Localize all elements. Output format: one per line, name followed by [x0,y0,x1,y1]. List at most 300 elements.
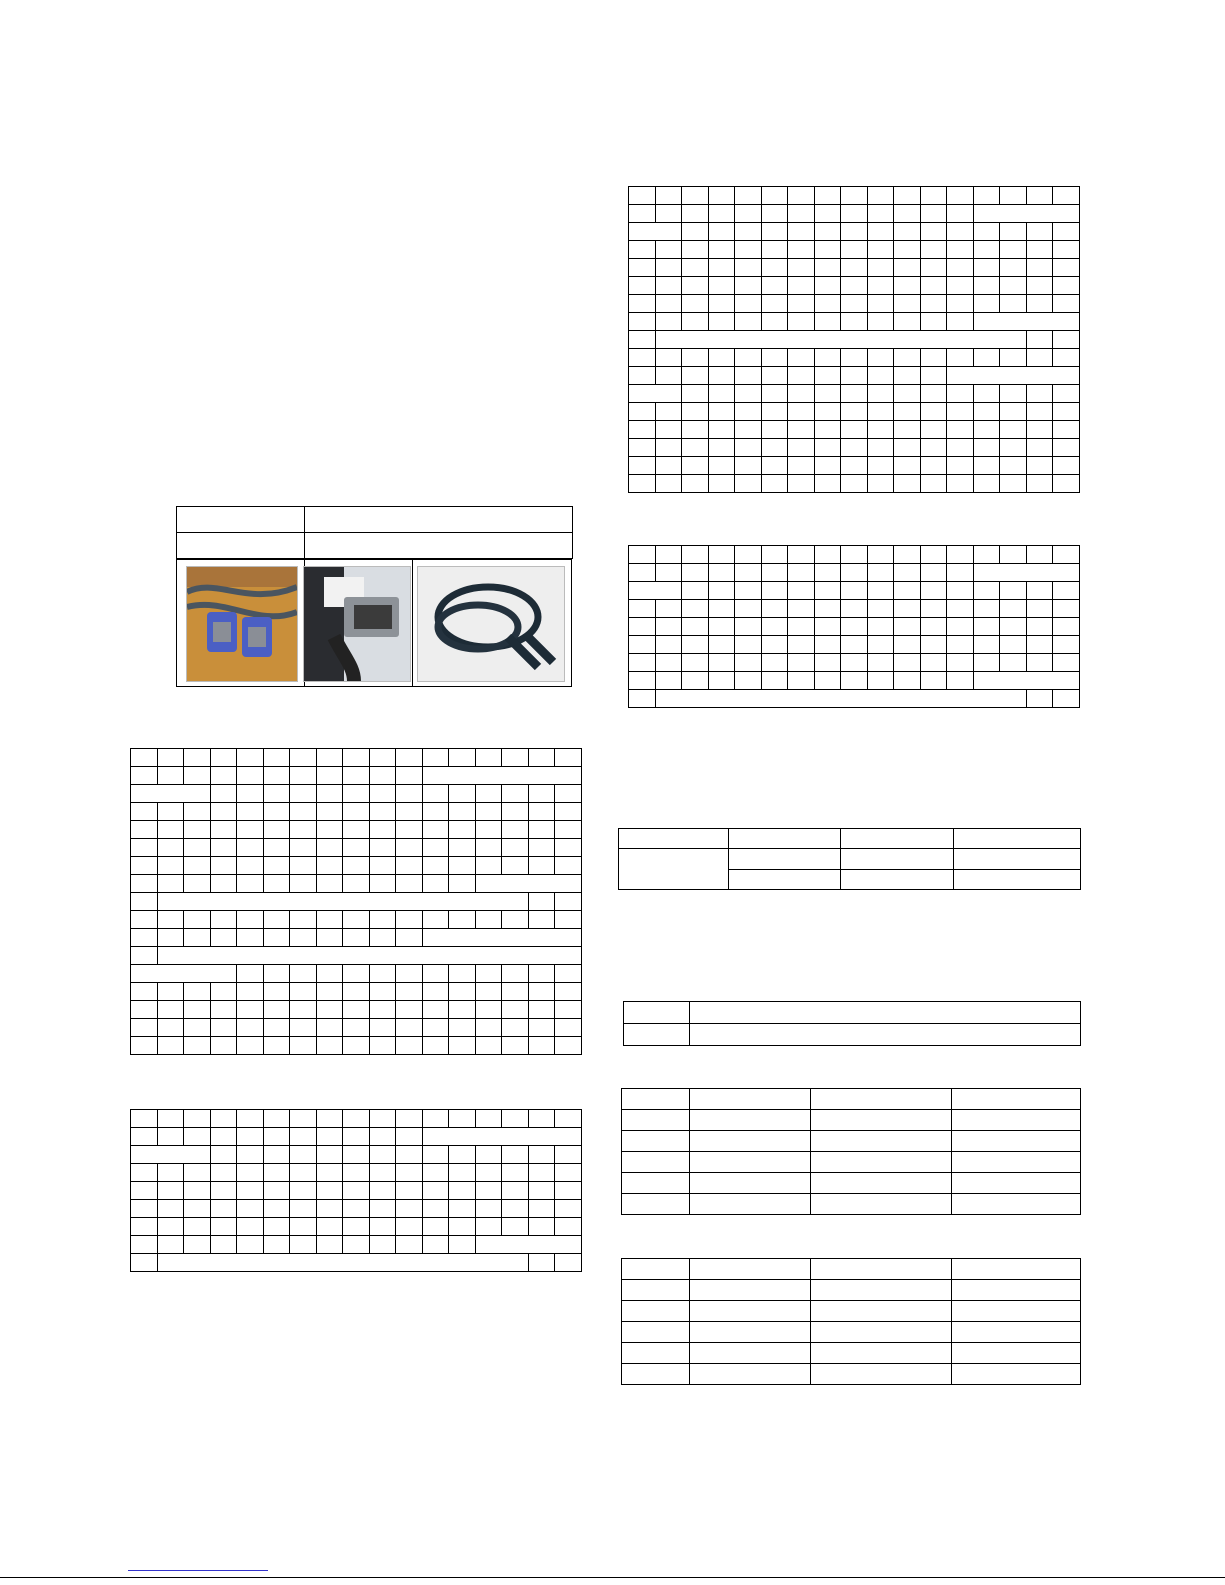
grid-cell [422,1146,449,1164]
grid-cell [920,654,947,672]
grid-cell [290,929,317,947]
grid-cell [237,965,264,983]
grid-cell [290,1146,317,1164]
grid-cell [920,618,947,636]
grid-cell [210,1218,237,1236]
grid-cell [814,403,841,421]
grid-cell [1026,439,1053,457]
footer-link[interactable] [128,1570,268,1571]
grid-cell [841,277,868,295]
grid-cell [947,636,974,654]
grid-cell [1026,259,1053,277]
grid-cell [708,205,735,223]
grid-cell [131,1037,158,1055]
grid-cell [396,749,423,767]
table-cell [690,1152,811,1173]
grid-cell [761,475,788,493]
grid-cell [157,1019,184,1037]
grid-cell [708,313,735,331]
grid-cell [396,1128,423,1146]
grid-cell [210,1110,237,1128]
grid-cell [761,349,788,367]
grid-cell [210,1164,237,1182]
grid-cell [708,564,735,582]
grid-cell [894,295,921,313]
grid-cell [920,277,947,295]
grid-cell [814,241,841,259]
grid-cell [528,749,555,767]
grid-cell [841,439,868,457]
grid-cell [973,241,1000,259]
grid-cell [369,1164,396,1182]
grid-cell [814,421,841,439]
grid-cell [555,1110,582,1128]
table-cell [622,1131,690,1152]
grid-cell [263,749,290,767]
grid-cell [867,187,894,205]
grid-cell [184,1110,211,1128]
grid-cell [316,767,343,785]
grid-cell [316,911,343,929]
grid-cell [343,911,370,929]
grid-cell [841,618,868,636]
grid-cell [947,421,974,439]
grid-cell [210,857,237,875]
grid-cell [528,911,555,929]
grid-cell [682,205,709,223]
grid-cell [894,367,921,385]
grid-cell [184,1001,211,1019]
grid-cell [735,367,762,385]
grid-cell [841,672,868,690]
grid-cell [629,313,656,331]
grid-cell [947,672,974,690]
grid-cell [528,983,555,1001]
grid-cell [422,803,449,821]
grid-cell [708,403,735,421]
table-cell [811,1194,952,1215]
grid-cell [263,821,290,839]
grid-cell [369,1218,396,1236]
grid-cell [396,965,423,983]
grid-cell [237,1146,264,1164]
grid-cell [237,1128,264,1146]
grid-cell [184,1037,211,1055]
grid-cell [814,636,841,654]
grid-cell [894,654,921,672]
grid-cell [1053,331,1080,349]
grid-cell [629,241,656,259]
grid-cell [629,564,656,582]
grid-cell [867,313,894,331]
grid-cell [655,349,682,367]
grid-cell [629,457,656,475]
grid-cell [894,636,921,654]
grid-cell [210,767,237,785]
grid-cell [682,564,709,582]
grid-cell [555,983,582,1001]
grid-cell [1053,223,1080,241]
grid-cell [1026,546,1053,564]
grid-cell [316,875,343,893]
grid-cell [1026,223,1053,241]
grid-cell [502,785,529,803]
table-cell [729,829,841,849]
table-cell [690,1364,811,1385]
grid-cell [369,1200,396,1218]
grid-cell [1053,636,1080,654]
grid-cell [502,749,529,767]
grid-cell [449,1236,476,1254]
grid-cell [655,457,682,475]
grid-cell [973,259,1000,277]
grid-cell [157,1236,184,1254]
grid-cell [708,600,735,618]
table-cell [622,1322,690,1343]
grid-cell [788,259,815,277]
grid-cell [920,259,947,277]
grid-cell [894,564,921,582]
grid-cell [316,1146,343,1164]
table-cell [952,1173,1081,1194]
footer-rule [0,1577,1225,1578]
table-cell [811,1152,952,1173]
grid-cell [708,385,735,403]
grid-cell [814,259,841,277]
grid-cell [788,277,815,295]
grid-cell [1026,241,1053,259]
grid-cell [894,439,921,457]
grid-cell [920,241,947,259]
grid-cell [528,1200,555,1218]
grid-cell [761,421,788,439]
grid-cell [1026,187,1053,205]
grid-cell [157,803,184,821]
grid-cell [369,1019,396,1037]
grid-cell [449,803,476,821]
grid-cell [1053,457,1080,475]
grid-cell [210,1001,237,1019]
grid-cell [814,618,841,636]
grid-cell [841,241,868,259]
grid-cell [528,803,555,821]
grid-cell [396,821,423,839]
grid-cell [131,1164,158,1182]
grid-cell [761,205,788,223]
grid-cell [947,546,974,564]
grid-cell [369,821,396,839]
grid-cell [555,1182,582,1200]
grid-cell [947,259,974,277]
grid-cell [920,672,947,690]
grid-cell [555,821,582,839]
grid-cell [682,385,709,403]
grid-cell [157,1164,184,1182]
grid-cell [920,564,947,582]
grid-cell [555,1254,582,1272]
grid-cell [761,403,788,421]
table-cell [177,533,305,559]
grid-cell [761,313,788,331]
grid-cell [290,1236,317,1254]
grid-cell [555,1037,582,1055]
grid-cell [528,1037,555,1055]
grid-cell [629,618,656,636]
grid-cell [396,1200,423,1218]
grid-cell [841,546,868,564]
grid-cell [184,875,211,893]
grid-cell [708,636,735,654]
table-cell [690,1301,811,1322]
grid-cell [761,654,788,672]
grid-cell [629,331,656,349]
grid-cell [396,875,423,893]
table-cell [952,1280,1081,1301]
grid-cell [157,875,184,893]
grid-cell [708,277,735,295]
table-cell [811,1259,952,1280]
grid-cell [1026,582,1053,600]
grid-cell [210,1037,237,1055]
grid-cell [708,187,735,205]
grid-cell [629,403,656,421]
grid-cell [629,295,656,313]
grid-cell [184,839,211,857]
grid-cell [1053,403,1080,421]
grid-cell [157,1001,184,1019]
grid-cell [735,205,762,223]
grid-cell [422,983,449,1001]
grid-cell [682,277,709,295]
grid-cell [263,1164,290,1182]
grid-cell [655,439,682,457]
grid-cell [528,1019,555,1037]
grid-cell [422,1164,449,1182]
grid-cell [157,821,184,839]
grid-cell [157,893,528,911]
grid-cell [708,259,735,277]
grid-cell [841,475,868,493]
table-cell [952,1364,1081,1385]
grid-cell [814,277,841,295]
grid-cell [708,582,735,600]
grid-cell [788,403,815,421]
grid-cell [210,1146,237,1164]
grid-cell [263,1001,290,1019]
grid-cell [475,1001,502,1019]
grid-cell [1053,259,1080,277]
grid-cell [422,1200,449,1218]
grid-cell [973,475,1000,493]
pin-assignment-grid [628,545,1080,708]
grid-cell [131,1019,158,1037]
grid-cell [788,654,815,672]
grid-cell [157,929,184,947]
grid-cell [290,1218,317,1236]
grid-cell [157,839,184,857]
grid-cell [761,672,788,690]
table-cell [619,849,729,890]
grid-cell [449,785,476,803]
grid-cell [210,983,237,1001]
grid-cell [629,439,656,457]
grid-cell [290,821,317,839]
grid-cell [947,349,974,367]
grid-cell [655,546,682,564]
grid-cell [290,749,317,767]
grid-cell [528,1146,555,1164]
grid-cell [814,654,841,672]
grid-cell [131,947,158,965]
grid-cell [396,1019,423,1037]
grid-cell [502,1037,529,1055]
grid-cell [131,1218,158,1236]
grid-cell [369,803,396,821]
table-cell [954,849,1081,870]
grid-cell [761,457,788,475]
grid-cell [867,672,894,690]
grid-cell [555,749,582,767]
grid-cell [263,857,290,875]
table-cell [952,1131,1081,1152]
spec-table [623,1001,1081,1046]
grid-cell [396,1218,423,1236]
table-cell [729,870,841,890]
grid-cell [629,636,656,654]
grid-cell [735,439,762,457]
grid-cell [237,1110,264,1128]
grid-cell [629,546,656,564]
grid-cell [708,241,735,259]
grid-cell [237,839,264,857]
grid-cell [814,600,841,618]
grid-cell [131,911,158,929]
grid-cell [237,749,264,767]
grid-cell [1026,600,1053,618]
grid-cell [973,546,1000,564]
grid-cell [555,1146,582,1164]
table-cell [622,1343,690,1364]
grid-cell [555,1200,582,1218]
grid-cell [947,654,974,672]
grid-cell [237,1164,264,1182]
table-cell [622,1152,690,1173]
grid-cell [502,1164,529,1182]
table-cell [811,1173,952,1194]
grid-cell [475,857,502,875]
grid-cell [1053,421,1080,439]
grid-cell [1026,457,1053,475]
grid-cell [708,295,735,313]
grid-cell [947,564,974,582]
grid-cell [449,1218,476,1236]
grid-cell [449,857,476,875]
grid-cell [369,983,396,1001]
grid-cell [841,205,868,223]
grid-cell [396,839,423,857]
grid-cell [263,1182,290,1200]
grid-cell [947,295,974,313]
grid-cell [555,857,582,875]
grid-cell [528,893,555,911]
grid-cell [1053,654,1080,672]
grid-cell [157,911,184,929]
table-cell [841,870,954,890]
grid-cell [973,349,1000,367]
grid-cell [290,1164,317,1182]
grid-cell [449,749,476,767]
grid-cell [920,295,947,313]
grid-cell [1053,546,1080,564]
grid-cell [343,1218,370,1236]
grid-cell [263,1236,290,1254]
grid-cell [369,785,396,803]
grid-cell [316,821,343,839]
grid-cell [316,857,343,875]
grid-cell [841,582,868,600]
grid-cell [1053,475,1080,493]
grid-cell [184,1019,211,1037]
grid-cell [369,1128,396,1146]
grid-cell [841,259,868,277]
grid-cell [682,313,709,331]
grid-cell [1053,241,1080,259]
grid-cell [157,857,184,875]
table-cell [690,1194,811,1215]
grid-cell [920,636,947,654]
grid-cell [788,582,815,600]
grid-cell [867,241,894,259]
grid-cell [555,965,582,983]
grid-cell [343,821,370,839]
grid-cell [894,672,921,690]
grid-cell [316,785,343,803]
grid-cell [528,1164,555,1182]
grid-cell [1000,600,1027,618]
grid-cell [867,546,894,564]
table-cell [690,1322,811,1343]
grid-cell [1026,277,1053,295]
grid-cell [761,241,788,259]
grid-cell [629,654,656,672]
table-cell [811,1131,952,1152]
grid-cell [1053,295,1080,313]
grid-cell [422,1182,449,1200]
grid-cell [629,385,682,403]
grid-cell [263,929,290,947]
grid-cell [237,785,264,803]
grid-cell [814,367,841,385]
grid-cell [708,457,735,475]
grid-cell [343,803,370,821]
grid-cell [894,349,921,367]
grid-cell [867,475,894,493]
grid-cell [1000,439,1027,457]
grid-cell [369,929,396,947]
grid-cell [1000,187,1027,205]
grid-cell [814,295,841,313]
grid-cell [1000,295,1027,313]
grid-cell [867,457,894,475]
grid-cell [920,457,947,475]
grid-cell [708,421,735,439]
grid-cell [290,983,317,1001]
grid-cell [184,911,211,929]
grid-cell [343,1182,370,1200]
grid-cell [237,1037,264,1055]
table-cell [690,1089,811,1110]
grid-cell [1000,223,1027,241]
